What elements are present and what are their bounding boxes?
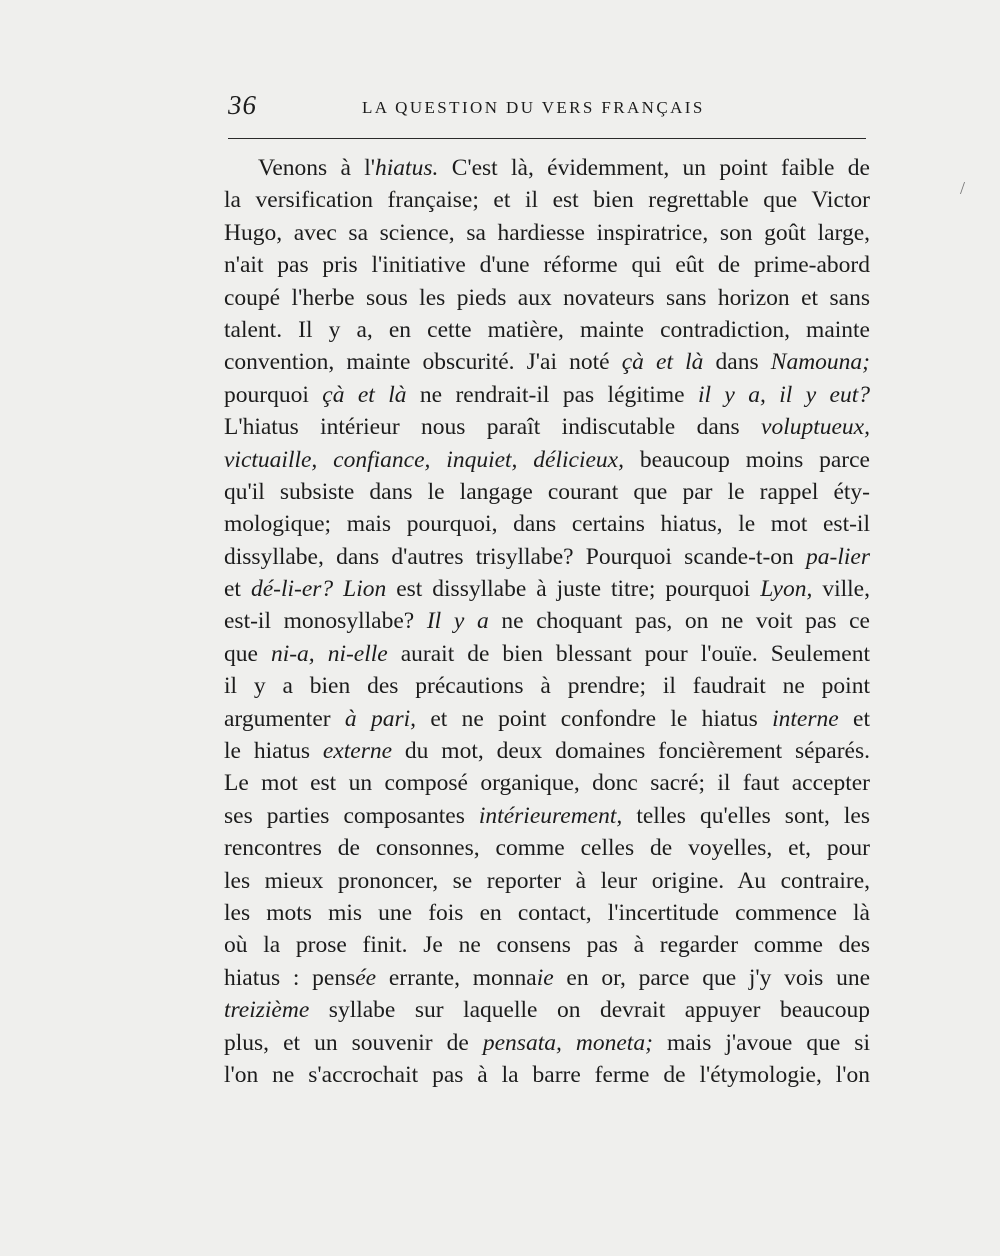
text-line (224, 605, 870, 637)
text-run: et (224, 576, 251, 603)
text-line (224, 444, 870, 476)
text-run: dans (703, 349, 771, 376)
text-run: est-il monosyllabe? (224, 608, 427, 635)
text-run: que (224, 640, 271, 667)
text-line (224, 282, 870, 314)
italic-text: treizième (224, 997, 310, 1024)
text-run: qu'il subsiste dans le langage courant que par le rappel éty- (224, 478, 870, 505)
text-line (224, 670, 870, 702)
italic-text: çà et là (621, 349, 704, 376)
text-run: aurait de bien blessant pour l'ouïe. Seulement (387, 640, 870, 667)
text-run: ne choquant pas, on ne voit pas ce (488, 608, 870, 635)
text-run: les mots mis une fois en contact, l'incertitude commence là (224, 899, 870, 926)
text-line (224, 184, 870, 216)
text-run: convention, mainte obscurité. J'ai noté (224, 349, 622, 376)
italic-text: çà et là (322, 381, 407, 408)
text-line (224, 865, 870, 897)
text-run: rencontres de consonnes, comme celles de voyelles, et, pour (224, 835, 870, 862)
italic-text: ée (355, 964, 377, 991)
text-run: et ne point confondre le hiatus (416, 705, 773, 732)
text-run: n'ait pas pris l'initiative d'une réforme qui eût de prime-abord (224, 252, 870, 279)
text-line (224, 508, 870, 540)
body-text (224, 152, 870, 1091)
text-line (224, 1059, 870, 1091)
text-run: talent. Il y a, en cette matière, mainte contradiction, mainte (224, 316, 870, 343)
text-run: Hugo, avec sa science, sa hardiesse inspiratrice, son goût large, (224, 219, 870, 246)
text-run: beaucoup moins parce (624, 446, 870, 473)
text-line (224, 703, 870, 735)
text-run: et (838, 705, 870, 732)
italic-text: pensata, moneta; (482, 1029, 653, 1056)
text-run: ne rendrait-il pas légitime (406, 381, 698, 408)
italic-text: ni-a, ni-elle (270, 640, 388, 667)
margin-mark: / (960, 178, 966, 198)
text-line (224, 897, 870, 929)
italic-text: à pari, (344, 705, 417, 732)
italic-text: interne (772, 705, 839, 732)
text-line (224, 1027, 870, 1059)
text-run: du mot, deux domaines foncièrement séparés. (392, 738, 871, 765)
italic-text: intérieurement, (478, 802, 623, 829)
italic-text: victuaille, confiance, inquiet, délicieux, (224, 446, 624, 473)
italic-text: externe (322, 738, 393, 765)
text-run: argumenter (224, 705, 345, 732)
text-line (224, 249, 870, 281)
text-run: mais j'avoue que si (652, 1029, 870, 1056)
text-line (224, 476, 870, 508)
text-run: mologique; mais pourquoi, dans certains hiatus, le mot est-il (224, 511, 870, 538)
text-line (224, 379, 870, 411)
header-rule (228, 138, 866, 139)
italic-text: Il y a (426, 608, 489, 635)
text-run: ville, (812, 576, 870, 603)
text-line (224, 217, 870, 249)
text-run: en or, parce que j'y vois une (553, 964, 871, 991)
text-line (224, 962, 870, 994)
italic-text: Namouna; (770, 349, 870, 376)
italic-text: il y a, il y eut? (697, 381, 871, 408)
text-run: hiatus : pens (224, 964, 356, 991)
text-run: est dissyllabe à juste titre; pourquoi (386, 576, 761, 603)
text-run: Le mot est un composé organique, donc sacré; il faut accepter (224, 770, 870, 797)
italic-text: ie (536, 964, 554, 991)
text-run: les mieux prononcer, se reporter à leur origine. Au contraire, (224, 867, 870, 894)
italic-text: pa-lier (806, 543, 870, 570)
text-line (224, 994, 870, 1026)
italic-text: Lyon, (760, 576, 813, 603)
text-line (224, 314, 870, 346)
text-run: L'hiatus intérieur nous paraît indiscutable dans (224, 414, 762, 441)
text-run: errante, monna (376, 964, 537, 991)
text-run: où la prose finit. Je ne consens pas à regarder comme des (224, 932, 870, 959)
text-line (224, 152, 870, 184)
text-line (224, 346, 870, 378)
text-run: dissyllabe, dans d'autres trisyllabe? Pourquoi scande-t-on (224, 543, 807, 570)
italic-text: voluptueux, (761, 414, 870, 441)
running-head: LA QUESTION DU VERS FRANÇAIS (362, 98, 705, 117)
text-run: ses parties composantes (224, 802, 479, 829)
text-line (224, 638, 870, 670)
text-run: la versification française; et il est bien regrettable que Victor (224, 187, 870, 214)
text-run: pourquoi (224, 381, 323, 408)
text-line (224, 541, 870, 573)
text-run: l'on ne s'accrochait pas à la barre ferme de l'étymologie, l'on (224, 1061, 870, 1088)
text-run: C'est là, évidemment, un point faible de (438, 155, 870, 181)
text-run: Venons à l' (258, 155, 376, 181)
text-run: syllabe sur laquelle on devrait appuyer beaucoup (309, 997, 870, 1024)
text-line (224, 573, 870, 605)
text-run: coupé l'herbe sous les pieds aux novateurs sans horizon et sans (224, 284, 870, 311)
text-line (224, 832, 870, 864)
text-run: plus, et un souvenir de (224, 1029, 483, 1056)
text-line (224, 767, 870, 799)
text-line (224, 411, 870, 443)
text-line (224, 929, 870, 961)
page-number: 36 (228, 90, 257, 120)
text-line (224, 735, 870, 767)
text-run: il y a bien des précautions à prendre; il faudrait ne point (224, 673, 870, 700)
text-line (224, 800, 870, 832)
page-header (228, 90, 866, 130)
text-run: le hiatus (224, 738, 323, 765)
text-run: telles qu'elles sont, les (622, 802, 870, 829)
italic-text: dé-li-er? Lion (250, 576, 387, 603)
italic-text: hiatus. (375, 155, 439, 181)
